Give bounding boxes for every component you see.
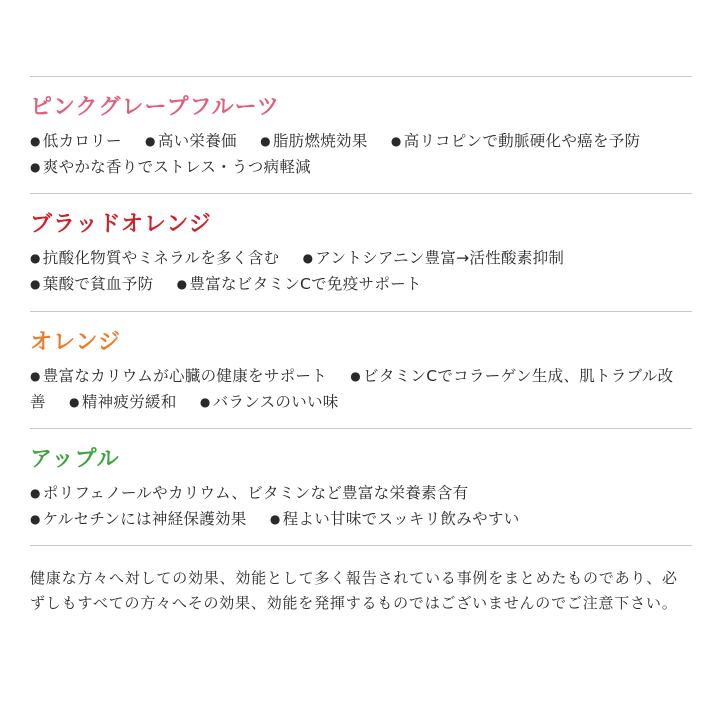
section-title: アップル: [30, 447, 120, 472]
benefit-item: ● ポリフェノールやカリウム、ビタミンなど豊富な栄養素含有: [30, 484, 468, 502]
benefit-item: ● 高リコピンで動脈硬化や癌を予防: [391, 132, 640, 150]
benefit-item: ● 低カロリー: [30, 132, 122, 150]
section-pink-grapefruit: [30, 77, 692, 194]
section-apple: [30, 429, 692, 546]
benefit-list: [30, 129, 692, 181]
fruit-benefits-content: [30, 76, 692, 616]
benefit-list: [30, 364, 692, 416]
benefit-item: ● ケルセチンには神経保護効果: [30, 510, 247, 528]
benefit-item: ● 高い栄養価: [145, 132, 237, 150]
benefit-item: ● 豊富なビタミンCで免疫サポート: [177, 275, 422, 293]
section-title: オレンジ: [30, 330, 121, 355]
benefit-item: ● バランスのいい味: [200, 393, 339, 411]
benefit-list: [30, 246, 692, 298]
benefit-item: ● アントシアニン豊富→活性酸素抑制: [303, 249, 565, 267]
disclaimer-note: 健康な方々へ対しての効果、効能として多く報告されている事例をまとめたものであり、必ずしもすべての方々へその効果、効能を発揮するものではございませんのでご注意下さい。: [30, 569, 678, 612]
section-title: ピンクグレープフルーツ: [30, 95, 280, 120]
benefit-item: ● 葉酸で貧血予防: [30, 275, 153, 293]
section-orange: [30, 312, 692, 429]
benefit-item: ● 脂肪燃焼効果: [260, 132, 368, 150]
benefit-item: ● 精神疲労緩和: [69, 393, 177, 411]
benefit-list: [30, 481, 692, 533]
section-blood-orange: [30, 194, 692, 312]
benefit-item: ● ビタミンCでコラーゲン生成、肌トラブル改善: [30, 367, 673, 411]
benefit-item: ● 程よい甘味でスッキリ飲みやすい: [270, 510, 520, 528]
benefit-item: ● 豊富なカリウムが心臓の健康をサポート: [30, 367, 327, 385]
section-title: ブラッドオレンジ: [30, 212, 212, 237]
benefit-item: ● 爽やかな香りでストレス・うつ病軽減: [30, 158, 311, 176]
benefit-item: ● 抗酸化物質やミネラルを多く含む: [30, 249, 279, 267]
